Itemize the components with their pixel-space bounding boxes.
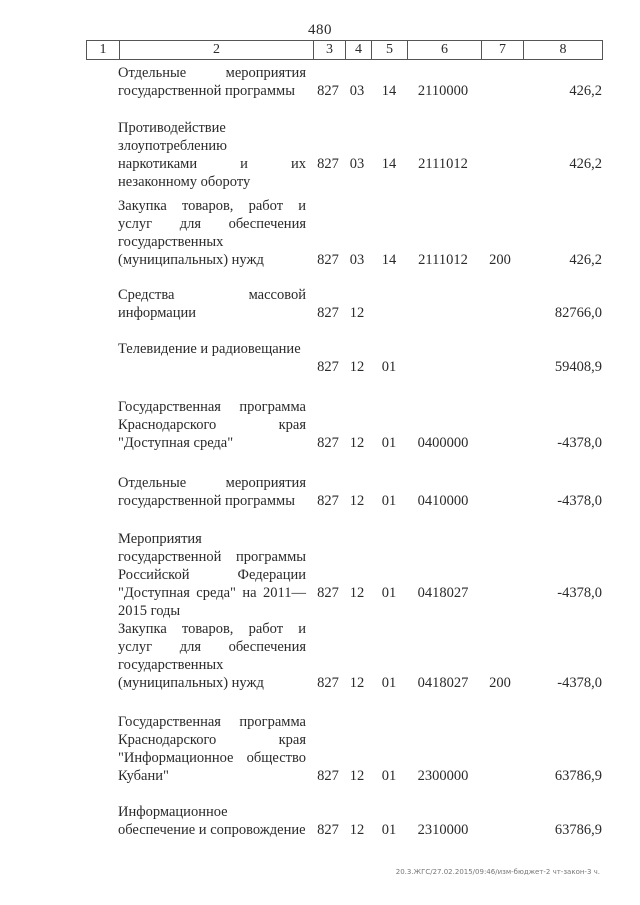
row-description: Противодействие злоупотреблению наркотиками и их незаконному обороту	[118, 120, 306, 190]
table-header	[86, 40, 603, 60]
row-c8: 59408,9	[554, 359, 602, 375]
row-c3: 827	[317, 822, 339, 838]
row-c5: 01	[381, 768, 397, 784]
row-c6: 2300000	[417, 768, 469, 784]
row-description: Закупка товаров, работ и услуг для обеспечения государственных (муниципальных) нужд	[118, 198, 306, 268]
row-c6: 0400000	[417, 435, 469, 451]
page-number: 480	[308, 22, 332, 38]
row-c6: 2111012	[418, 156, 468, 172]
header-col-8: 8	[523, 41, 602, 59]
row-c5: 14	[381, 83, 397, 99]
row-description: Отдельные мероприятия государственной программы	[118, 65, 306, 99]
row-c4: 12	[349, 305, 365, 321]
row-description: Мероприятия государственной программы Российской Федерации "Доступная среда" на 2011—2015 годы	[118, 531, 306, 619]
row-description: Государственная программа Краснодарского края "Информационное общество Кубани"	[118, 714, 306, 784]
row-description: Государственная программа Краснодарского края "Доступная среда"	[118, 399, 306, 451]
row-c6: 0418027	[417, 675, 469, 691]
row-c4: 03	[349, 252, 365, 268]
row-c4: 12	[349, 822, 365, 838]
row-c5: 01	[381, 493, 397, 509]
header-col-3: 3	[313, 41, 345, 59]
row-c3: 827	[317, 359, 339, 375]
header-col-2: 2	[119, 41, 313, 59]
row-c8: 63786,9	[554, 768, 602, 784]
row-c8: 426,2	[569, 83, 602, 99]
document-footer: 20.3.ЖГС/27.02.2015/09:46/изм-бюджет-2 чт-закон-3 ч.	[395, 868, 600, 876]
row-c5: 01	[381, 585, 397, 601]
row-c3: 827	[317, 493, 339, 509]
row-description: Закупка товаров, работ и услуг для обеспечения государственных (муниципальных) нужд	[118, 621, 306, 691]
row-c6: 2110000	[417, 83, 469, 99]
row-c3: 827	[317, 252, 339, 268]
row-c3: 827	[317, 585, 339, 601]
row-c8: -4378,0	[557, 493, 602, 509]
row-c4: 03	[349, 83, 365, 99]
row-description: Средства массовой информации	[118, 287, 306, 321]
row-c3: 827	[317, 305, 339, 321]
row-c7: 200	[489, 252, 511, 268]
row-c4: 12	[349, 675, 365, 691]
row-c8: 426,2	[569, 156, 602, 172]
header-col-1: 1	[99, 42, 107, 57]
header-col-6: 6	[407, 41, 481, 59]
row-c5: 01	[381, 435, 397, 451]
row-c6: 0410000	[417, 493, 469, 509]
row-c4: 03	[349, 156, 365, 172]
row-c6: 2310000	[417, 822, 469, 838]
row-c5: 14	[381, 156, 397, 172]
header-col-4: 4	[345, 41, 371, 59]
row-c5: 01	[381, 359, 397, 375]
row-c3: 827	[317, 768, 339, 784]
row-c8: -4378,0	[557, 585, 602, 601]
row-c4: 12	[349, 585, 365, 601]
row-c6: 0418027	[417, 585, 469, 601]
row-c5: 01	[381, 675, 397, 691]
row-description: Телевидение и радиовещание	[118, 341, 301, 357]
row-c8: 82766,0	[554, 305, 602, 321]
row-description: Информационное обеспечение и сопровождение	[118, 804, 306, 838]
row-c3: 827	[317, 435, 339, 451]
row-c7: 200	[489, 675, 511, 691]
header-col-7: 7	[481, 41, 523, 59]
row-c6: 2111012	[418, 252, 468, 268]
row-c8: 63786,9	[554, 822, 602, 838]
row-c3: 827	[317, 83, 339, 99]
row-c8: -4378,0	[557, 435, 602, 451]
row-c3: 827	[317, 156, 339, 172]
row-c5: 01	[381, 822, 397, 838]
row-c3: 827	[317, 675, 339, 691]
row-c4: 12	[349, 359, 365, 375]
header-col-5: 5	[371, 41, 407, 59]
row-c5: 14	[381, 252, 397, 268]
row-c8: 426,2	[569, 252, 602, 268]
row-c4: 12	[349, 435, 365, 451]
row-c4: 12	[349, 493, 365, 509]
row-description: Отдельные мероприятия государственной программы	[118, 475, 306, 509]
row-c8: -4378,0	[557, 675, 602, 691]
row-c4: 12	[349, 768, 365, 784]
